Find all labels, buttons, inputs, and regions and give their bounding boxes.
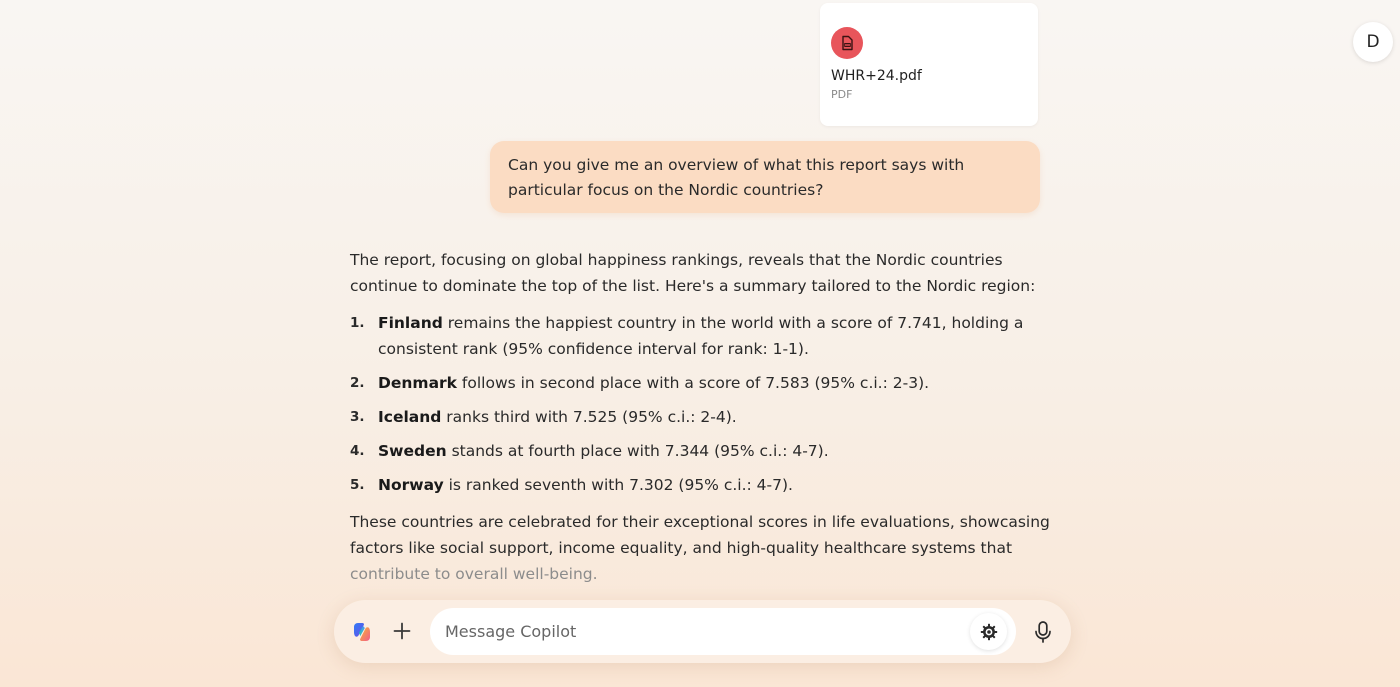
list-item-number: 3. bbox=[350, 409, 365, 425]
response-closing-faded-text: contribute to overall well-being. bbox=[350, 565, 598, 583]
list-item-text: ranks third with 7.525 (95% c.i.: 2-4). bbox=[441, 408, 737, 426]
response-intro: The report, focusing on global happiness rankings, reveals that the Nordic countries continue to dominate the top of the list. Here's a summary tailored to the Nordic region: bbox=[350, 251, 1036, 295]
list-item bbox=[350, 472, 1050, 498]
list-item-number: 4. bbox=[350, 443, 365, 459]
response-closing bbox=[350, 509, 1050, 587]
pdf-icon bbox=[831, 27, 863, 59]
country-name: Finland bbox=[378, 314, 443, 332]
avatar-initial: D bbox=[1366, 32, 1380, 52]
add-attachment-button[interactable] bbox=[389, 618, 415, 644]
country-name: Norway bbox=[378, 476, 444, 494]
attachment-file-type: PDF bbox=[831, 88, 853, 101]
user-avatar[interactable] bbox=[1353, 22, 1393, 62]
nordic-ranking-list bbox=[350, 310, 1050, 498]
message-input[interactable] bbox=[430, 608, 965, 655]
user-message-text: Can you give me an overview of what this report says with particular focus on the Nordic countries? bbox=[508, 156, 965, 199]
attachment-card[interactable] bbox=[820, 3, 1038, 126]
list-item-text: stands at fourth place with 7.344 (95% c.i.: 4-7). bbox=[446, 442, 829, 460]
list-item-text: is ranked seventh with 7.302 (95% c.i.: 4-7). bbox=[443, 476, 793, 494]
message-composer bbox=[334, 600, 1071, 663]
microphone-button[interactable] bbox=[1028, 617, 1058, 647]
assistant-response bbox=[350, 247, 1050, 587]
attachment-file-name: WHR+24.pdf bbox=[831, 68, 922, 84]
list-item bbox=[350, 310, 1050, 362]
list-item-number: 2. bbox=[350, 375, 365, 391]
voice-style-button[interactable] bbox=[970, 613, 1007, 650]
list-item-number: 1. bbox=[350, 315, 365, 331]
list-item-number: 5. bbox=[350, 477, 365, 493]
microphone-icon bbox=[1033, 620, 1053, 644]
list-item bbox=[350, 404, 1050, 430]
list-item bbox=[350, 370, 1050, 396]
country-name: Sweden bbox=[378, 442, 447, 460]
list-item-text: follows in second place with a score of 7.583 (95% c.i.: 2-3). bbox=[456, 374, 930, 392]
plus-icon bbox=[392, 621, 412, 641]
copilot-logo-icon[interactable] bbox=[350, 620, 374, 644]
list-item-text: remains the happiest country in the world with a score of 7.741, holding a consistent rank (95% confidence interval for rank: 1-1). bbox=[378, 314, 1024, 358]
user-message-bubble bbox=[490, 141, 1040, 213]
country-name: Iceland bbox=[378, 408, 442, 426]
list-item bbox=[350, 438, 1050, 464]
country-name: Denmark bbox=[378, 374, 457, 392]
response-closing-text: These countries are celebrated for their exceptional scores in life evaluations, showcasing factors like social support, income equality, and high-quality healthcare systems that bbox=[350, 513, 1050, 557]
gear-icon bbox=[980, 623, 998, 641]
message-input-container bbox=[430, 608, 1016, 655]
